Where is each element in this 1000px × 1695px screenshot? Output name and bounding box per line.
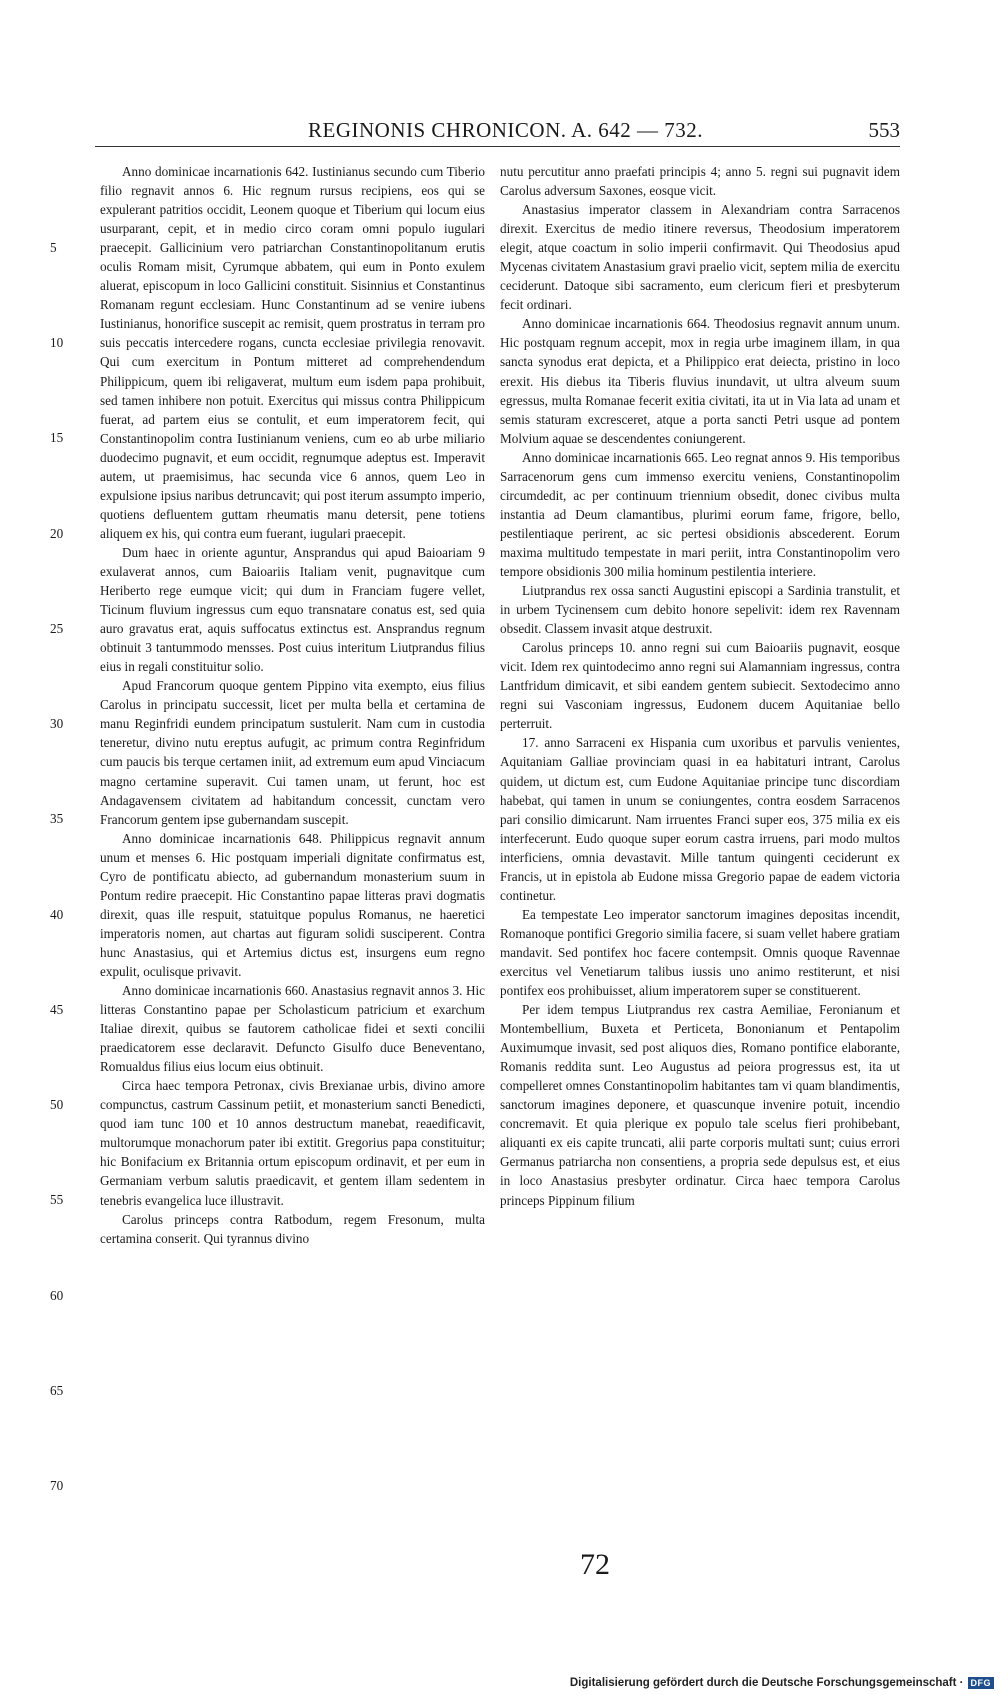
right-column <box>500 162 900 1562</box>
line-number: 50 <box>50 1097 64 1112</box>
line-number: 60 <box>50 1288 64 1303</box>
paragraph: 17. anno Sarraceni ex Hispania cum uxoribus et parvulis venientes, Aquitaniam Galliae provinciam quasi in ea habitaturi intrant, Carolus quidem, ut dictum est, cum Eudone Aquitaniae principe tunc discordiam habebat, qui tamen in unum se coniungentes, contra eosdem Sarracenos pari consilio dimicarunt. Nam irruentes Franci super eos, 375 milia ex eis interfecerunt. Eudo quoque super eorum castra irruens, pari modo multos interficiens, omnia devastavit. Mille tantum quingenti ceciderunt ex Francis, ut in epistola ab Eudone missa Gregorio papae de eadem victoria continetur. <box>500 735 900 903</box>
paragraph: Circa haec tempora Petronax, civis Brexianae urbis, divino amore compunctus, castrum Cassinum petiit, et monasterium sancti Benedicti, quod iam tunc 100 et 10 annos destructum manebat, reaedificavit, multorumque monachorum pater ibi extitit. Gregorius papa constituitur; hic Bonifacium ex Britannia ortum episcopum ordinavit, et per eum in Germaniam verbum salutis praedicavit, et gentem illam sedentem in tenebris evangelica luce illustravit. <box>100 1078 485 1208</box>
line-number: 65 <box>50 1383 64 1398</box>
line-number: 70 <box>50 1478 64 1493</box>
page-header <box>300 118 900 148</box>
line-number: 5 <box>50 240 57 255</box>
running-title: REGINONIS CHRONICON. A. 642 — 732. <box>308 118 704 142</box>
line-number: 10 <box>50 335 64 350</box>
paragraph: Anno dominicae incarnationis 648. Philippicus regnavit annum unum et menses 6. Hic postquam imperiali dignitate confirmatus est, Cyro de pontificatu abiecto, ad gubernandum monasterium suum in Pontum redire praecepit. Hic Constantino papae litteras pravi dogmatis direxit, quas ille respuit, statuitque populus Romanus, ne haeretici imperatoris nomen, aut chartas aut figuram solidi susciperent. Contra hunc Anastasius, qui et Artemius dictus est, insurgens eum regno expulit, oculisque privavit. <box>100 830 485 979</box>
line-number: 25 <box>50 621 64 636</box>
paragraph: Anastasius imperator classem in Alexandriam contra Sarracenos direxit. Exercitus de medio itinere reversus, Theodosium imperatorem elegit, atque coactum in solio imperii confirmavit. Qui Theodosius apud Mycenas civitatem Anastasium gravi praelio vicit, septem milia de exercitu ceciderunt. Datoque sibi sacramento, eum clericum fieri et presbyterum fecit ordinari. <box>500 202 900 313</box>
paragraph: Per idem tempus Liutprandus rex castra Aemiliae, Feronianum et Montembellium, Buxeta et Perticeta, Bononianum et Pentapolim Auximumque invasit, sed post aliquos dies, Romano pontifice elaborante, Romanis reddita sunt. Leo Augustus ad peiora progressus est, ita ut compelleret omnes Constantinopolim habitantes tam vi quam blandimentis, sanctorum imagines deponere, et quascunque invenire potuit, incendio concremavit. Et quia plerique ex populo tale scelus fieri prohibebant, aliquanti ex eis capite truncati, alii parte corporis multati sunt; cuius errori Germanus patriarcha non consentiens, a propria sede depulsus est, et eius in loco Anastasius presbyter ordinatur. Circa haec tempora Carolus princeps Pippinum filium <box>500 1002 900 1208</box>
line-number: 20 <box>50 526 64 541</box>
paragraph: Anno dominicae incarnationis 642. Iustinianus secundo cum Tiberio filio regnavit annos 6. Hic regnum rursus recipiens, eos qui se expulerant patritios occidit, Leonem quoque et Tiberium qui locum eius usurparant, cepit, et in medio circo coram omni populo iugulari praecepit. Gallicinium vero patriarchan Constantinopolitanum erutis oculis Romam misit, Cyrumque abbatem, qui eum in Ponto exulem aluerat, episcopum in loco Gallicini constituit. Sisinnius et Constantinus Romanam regunt ecclesiam. Hunc Constantinum ad se venire iubens Iustinianus, honorifice suscepit ac remisit, quem prostratus in terram pro suis peccatis intercedere rogans, cuncta ecclesiae privilegia renovavit. Qui cum exercitum in Pontum mitteret ad comprehendendum Philippicum, quem ibi religaverat, multum eum isdem papa prohibuit, sed tamen inhibere non potuit. Exercitus qui missus contra Philippicum fuerat, ad partem eius se contulit, et eum imperatorem fecit, qui Constantinopolim contra Iustinianum veniens, cum eo ab urbe miliario duodecimo pugnavit, et eum occidit, regnumque adeptus est. Imperavit autem, ut praemisimus, hac secunda vice 6 annos, quem Leo in expulsione ipsius naribus detruncavit; qui post iterum assumpto imperio, quotiens defluentem guttam rheumatis manu detersit, pene totiens aliquem ex his, qui contra eum fuerant, iugulari praecepit. <box>100 164 485 541</box>
page-number: 553 <box>868 118 900 142</box>
paragraph: Carolus princeps 10. anno regni sui cum Baioariis pugnavit, eosque vicit. Idem rex quintodecimo anno regni sui Alamanniam ingressus, contra Lantfridum dimicavit, et sibi eandem gentem subiecit. Sextodecimo anno regni sui Vasconiam ingressus, Eudonem ducem Aquitaniae bello perterruit. <box>500 640 900 732</box>
line-numbers-margin <box>50 162 90 1562</box>
header-rule <box>95 146 900 147</box>
digitization-footer <box>570 1676 994 1690</box>
dfg-logo-icon: DFG <box>968 1677 995 1689</box>
paragraph: Liutprandus rex ossa sancti Augustini episcopi a Sardinia transtulit, et in urbem Tycinensem cum debito honore sepelivit: idem rex Ravennam obsedit. Classem invasit atque destruxit. <box>500 583 900 637</box>
left-column <box>100 162 485 1562</box>
footer-credit: Digitalisierung gefördert durch die Deutsche Forschungsgemeinschaft · <box>569 1677 964 1689</box>
paragraph: Carolus princeps contra Ratbodum, regem Fresonum, multa certamina conserit. Qui tyrannus divino <box>100 1211 485 1246</box>
line-number: 15 <box>50 430 64 445</box>
paragraph: Anno dominicae incarnationis 664. Theodosius regnavit annum unum. Hic postquam regnum accepit, mox in regia urbe imaginem illam, in qua sancta synodus erat depicta, et a Philippico erat deiecta, pristino in loco erexit. His diebus ita Tiberis fluvius inundavit, ut ultra alveum suum egressus, multa Romanae fecerit exitia civitati, ita ut in Via lata ad unam et semis staturam excresceret, atque a porta sancti Petri usque ad pontem Molvium aquae se descendentes coniungerent. <box>500 316 900 446</box>
line-number: 55 <box>50 1192 64 1207</box>
signature-mark: 72 <box>580 1548 610 1581</box>
paragraph: Ea tempestate Leo imperator sanctorum imagines depositas incendit, Romanoque pontifici Gregorio similia facere, si suam vellet habere gratiam mandavit. Sed pontifex hoc facere contempsit. Omnis quoque Ravennae exercitus vel Venetiarum talibus iussis uno animo restiterunt, et nisi pontifex eos prohibuisset, alium imperatorem super se constituerent. <box>500 906 900 999</box>
paragraph: nutu percutitur anno praefati principis 4; anno 5. regni sui pugnavit idem Carolus adversum Saxones, eosque vicit. <box>500 164 900 199</box>
paragraph: Anno dominicae incarnationis 665. Leo regnat annos 9. His temporibus Sarracenorum gens cum immenso exercitu veniens, Constantinopolim circumdedit, ac per continuum triennium obsedit, donec civibus multa instantia ad Deum clamantibus, plurimi eorum fame, frigore, bello, pestilentiaque perirent, ac sic pertesi obsidionis abscederent. Eorum maxima multitudo tempestate in mari periit, intra Constantinopolim vero tempore obsidionis 300 milia hominum pestilentia interiere. <box>500 449 900 579</box>
line-number: 35 <box>50 811 64 826</box>
line-number: 45 <box>50 1002 64 1017</box>
paragraph: Dum haec in oriente aguntur, Ansprandus qui apud Baioariam 9 exulaverat annos, cum Baioariis Italiam venit, pugnavitque cum Heriberto rege eumque vicit; qui dum in Franciam fugere vellet, Ticinum fluvium ingressus cum equo transnatare conatus est, sed quia auro gravatus erat, aquis suffocatus extinctus est. Ansprandus regnum obtinuit 3 tantummodo mensses. Post cuius interitum Liutprandus filius eius in regali constituitur solio. <box>100 544 485 675</box>
line-number: 30 <box>50 716 64 731</box>
line-number: 40 <box>50 907 64 922</box>
paragraph: Anno dominicae incarnationis 660. Anastasius regnavit annos 3. Hic litteras Constantino papae per Scholasticum patricium et exarchum Italiae direxit, quibus se fautorem catholicae fidei et sexti concilii praedicatorem esse declaravit. Defuncto Gisulfo duce Beneventano, Romualdus filius eius locum eius obtinuit. <box>100 983 485 1075</box>
paragraph: Apud Francorum quoque gentem Pippino vita exempto, eius filius Carolus in principatu successit, licet per multa bella et certamina de manu Reginfridi eundem principatum sustulerit. Nam cum in custodia teneretur, divino nutu ereptus aufugit, ac primum contra Reginfridum cum paucis bis terque certamen iniit, ad extremum eum apud Vinciacum magno certamine superavit. Cui tamen unam, ut ferunt, hoc est Andagavensem civitatem ad habitandum concessit, cunctam vero Francorum gentem ipse gubernandam suscepit. <box>100 678 485 827</box>
